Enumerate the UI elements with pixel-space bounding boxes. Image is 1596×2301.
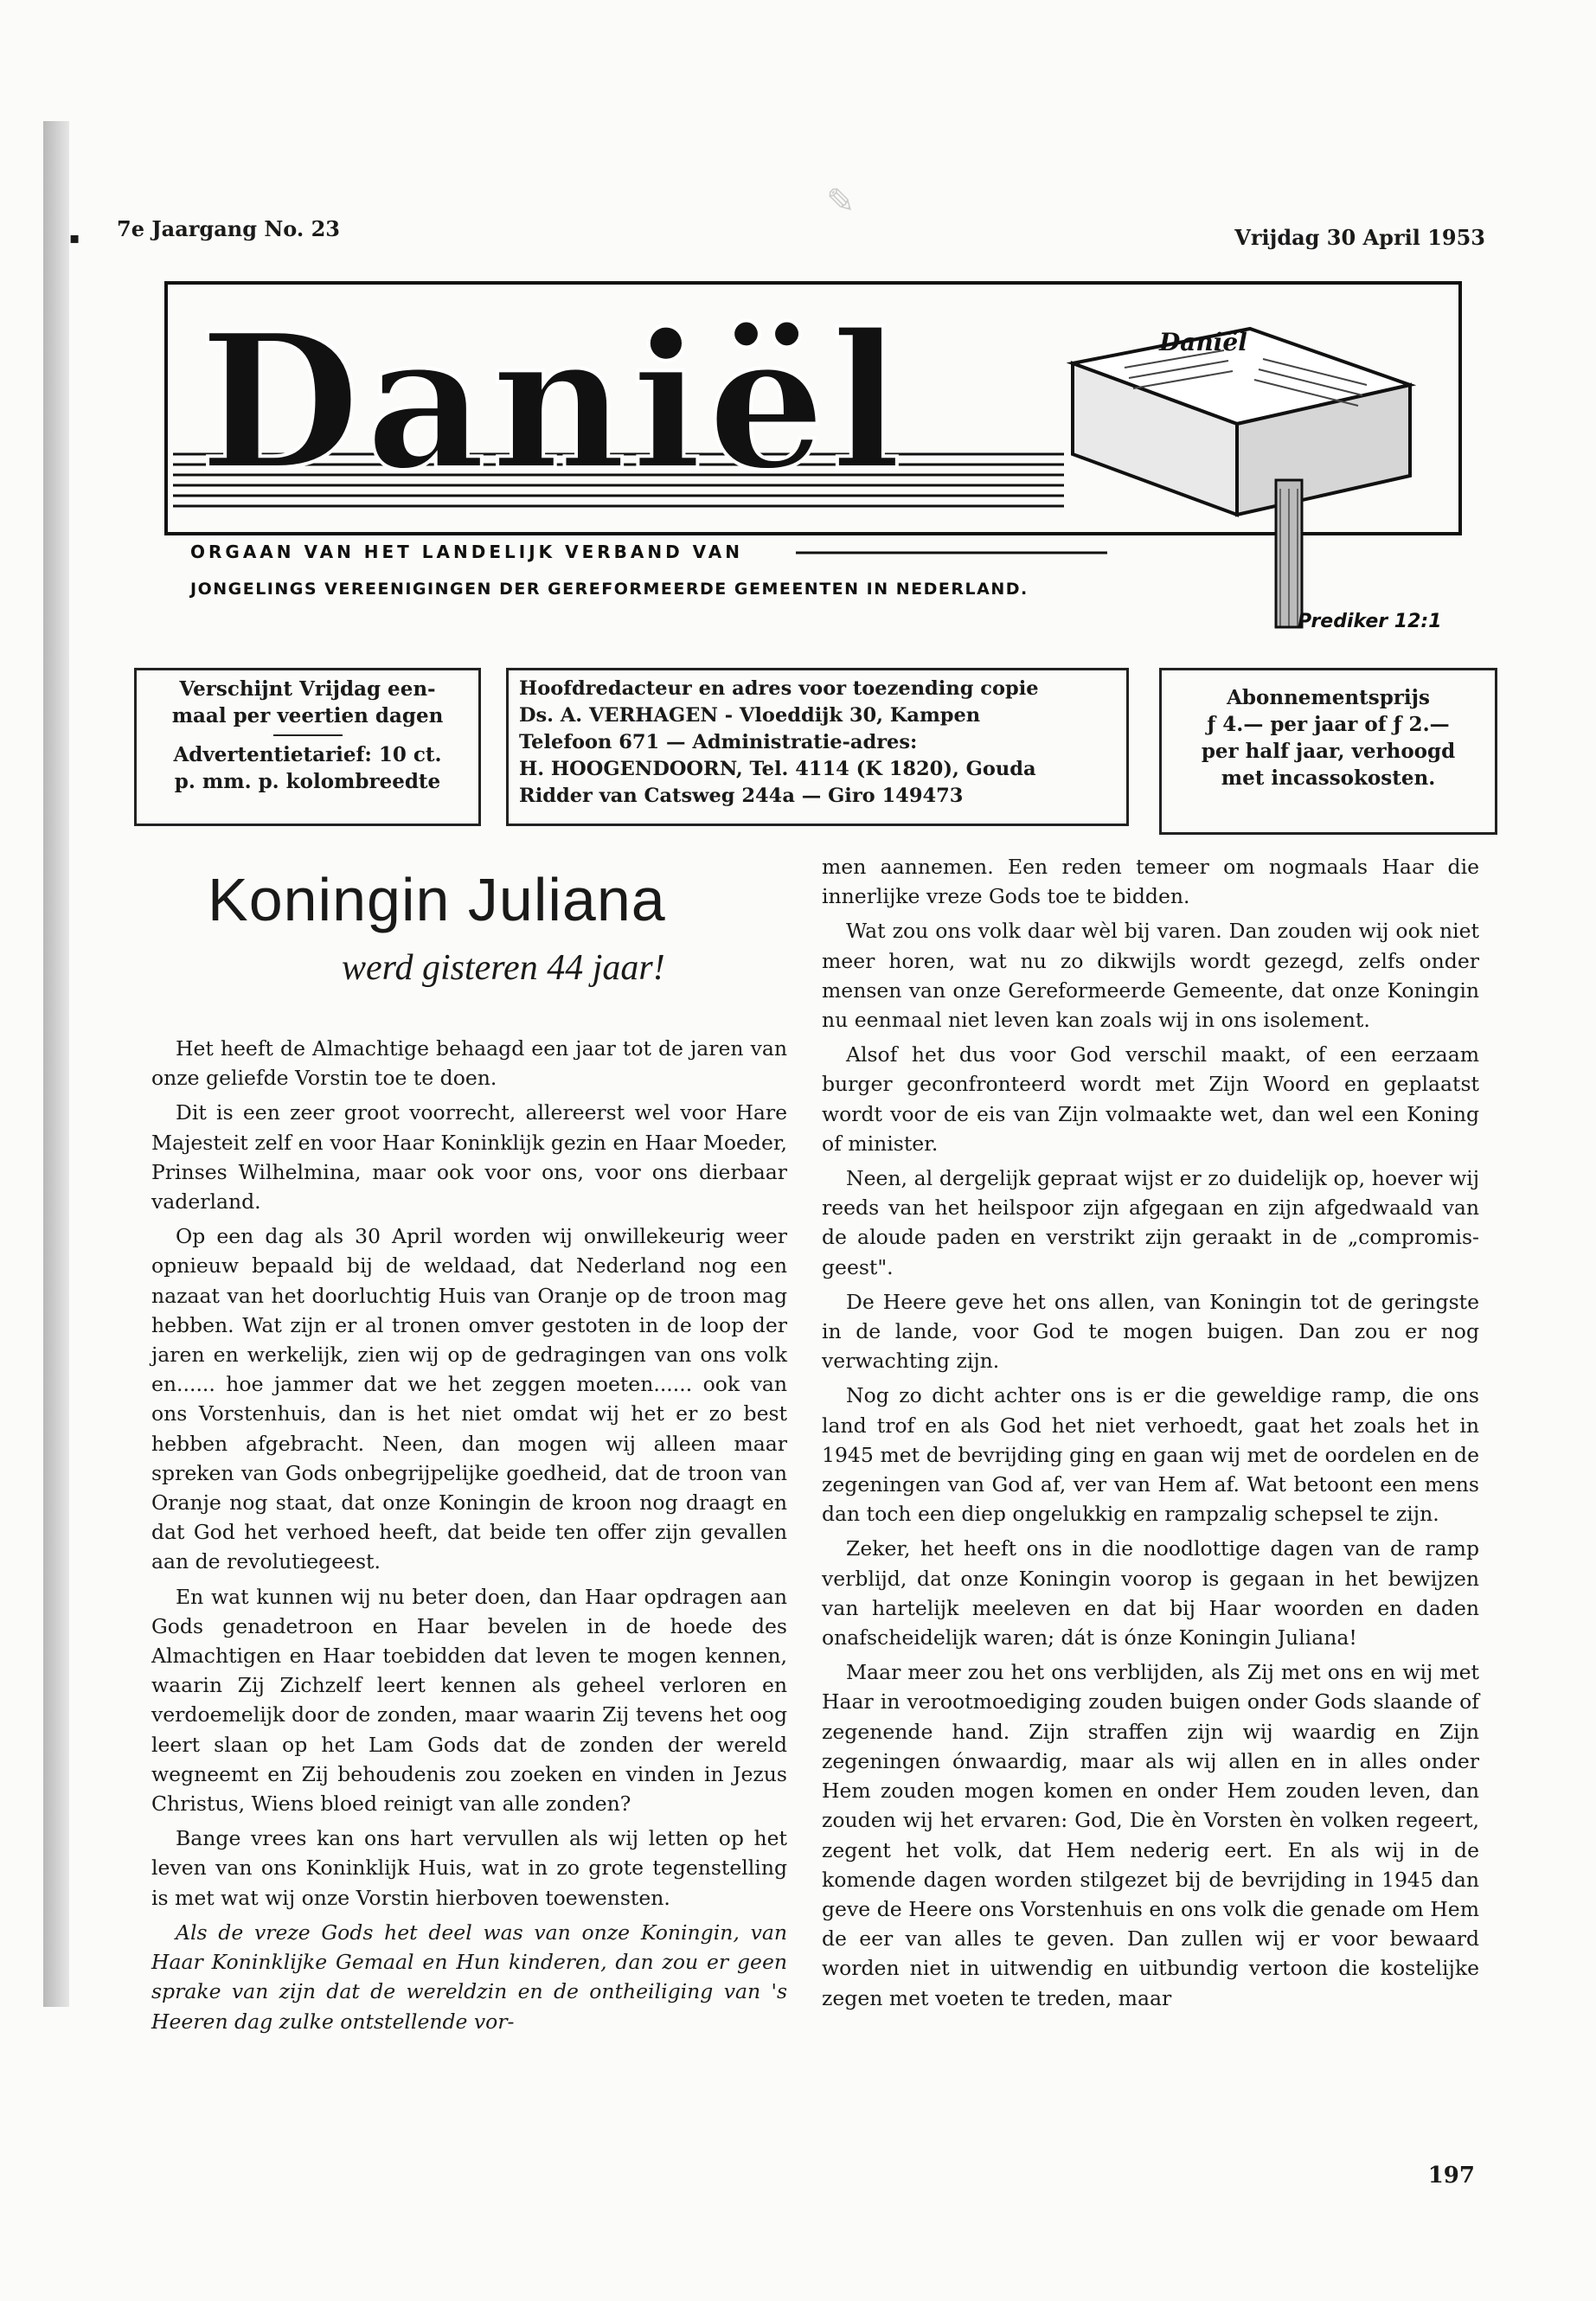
- open-bible-icon: [1073, 329, 1410, 627]
- issue-number: 7e Jaargang No. 23: [117, 216, 340, 241]
- info-box-publication: [134, 668, 481, 826]
- publication-line-2: maal per veertien dagen: [171, 704, 444, 727]
- editor-line-5: Ridder van Catsweg 244a — Giro 149473: [519, 785, 964, 807]
- page-number: 197: [1427, 2163, 1475, 2189]
- paragraph: En wat kunnen wij nu beter doen, dan Haar opdragen aan Gods genadetroon en Haar bevelen in de hoede des Almachtigen en Haar toebidden dat leven te mogen kennen, waarin Zij Zichzelf leert kennen als geheel verloren en verdoemelijk door de zonden, maar waarin Zij tevens het oog leert slaan op het Lam Gods dat de zonden der wereld wegneemt en Zij behoudenis zou zoeken en vinden in Jezus Christus, Wiens bloed reinigt van alle zonden?: [151, 1584, 787, 1817]
- subscription-line-2: per half jaar, verhoogd: [1201, 740, 1456, 763]
- publication-line-1: Verschijnt Vrijdag een-: [179, 677, 436, 701]
- editor-line-2: Ds. A. VERHAGEN - Vloeddijk 30, Kampen: [519, 704, 981, 727]
- article-column-left: [151, 1034, 787, 2041]
- paragraph: Neen, al dergelijk gepraat wijst er zo duidelijk op, hoever wij reeds van het heilspoor zijn afgegaan en zijn afgedwaald van de aloude paden en verstrikt zijn geraakt in de „compromis-geest".: [822, 1166, 1479, 1279]
- editor-line-4: H. HOOGENDOORN, Tel. 4114 (K 1820), Gouda: [519, 758, 1036, 780]
- advertising-rate-line-2: p. mm. p. kolombreedte: [174, 770, 441, 793]
- paragraph: Alsof het dus voor God verschil maakt, of een eerzaam burger geconfronteerd wordt met Zijn Woord en geplaatst wordt voor de eis van Zijn volmaakte wet, dan wel een Koning of minister.: [822, 1042, 1479, 1156]
- subscription-line-3: met incassokosten.: [1221, 766, 1436, 790]
- subscription-heading: Abonnementsprijs: [1227, 686, 1430, 709]
- margin-mark: ▪: [69, 229, 80, 247]
- paragraph: Het heeft de Almachtige behaagd een jaar tot de jaren van onze geliefde Vorstin toe te doen.: [151, 1036, 787, 1091]
- book-label: Daniël: [1159, 328, 1247, 356]
- info-box-subscription: [1159, 668, 1497, 835]
- article-title: Koningin Juliana: [208, 866, 666, 933]
- paragraph: Op een dag als 30 April worden wij onwillekeurig weer opnieuw bepaald bij de weldaad, dat Nederland nog een nazaat van het doorluchtig Huis van Oranje op de troon mag hebben. Wat zijn er al tronen omver gestoten in de loop der jaren en werkelijk, zien wij op de gedragingen van ons volk en...... hoe jammer dat we het zeggen moeten...... ook van ons Vorstenhuis, dan is het niet omdat wij het er zo best hebben afgebracht. Neen, dan mogen wij alleen maar spreken van Gods onbegrijpelijke goedheid, dat de troon van Oranje nog staat, dat onze Koningin de kroon nog draagt en dat God het verhoed heeft, dat beide ten offer zijn gevallen aan de revolutiegeest.: [151, 1224, 787, 1574]
- bible-quote: Prediker 12:1: [1298, 611, 1442, 631]
- masthead: [164, 281, 1462, 631]
- paragraph: Bange vrees kan ons hart vervullen als wij letten op het leven van ons Koninklijk Huis, wat in zo grote tegenstelling is met wat wij onze Vorstin hierboven toewensten.: [151, 1826, 787, 1910]
- paragraph: Als de vreze Gods het deel was van onze Koningin, van Haar Koninklijke Gemaal en Hun kinderen, dan zou er geen sprake van zijn dat de wereldzin en de ontheiliging van 's Heeren dag zulke ontstellende vor-: [151, 1920, 787, 2034]
- subscription-line-1: ƒ 4.— per jaar of ƒ 2.—: [1207, 713, 1450, 736]
- editor-line-3: Telefoon 671 — Administratie-adres:: [519, 731, 918, 753]
- editor-line-1: Hoofdredacteur en adres voor toezending copie: [519, 677, 1039, 700]
- paragraph: De Heere geve het ons allen, van Koningin tot de geringste in de lande, voor God te mogen buigen. Dan zou er nog verwachting zijn.: [822, 1289, 1479, 1374]
- ink-stain: ✎: [826, 182, 856, 221]
- masthead-line2: JONGELINGS VEREENIGINGEN DER GEREFORMEERDE GEMEENTEN IN NEDERLAND.: [190, 580, 1029, 599]
- issue-date: Vrijdag 30 April 1953: [1234, 225, 1485, 250]
- article-subtitle: werd gisteren 44 jaar!: [342, 948, 665, 988]
- paragraph: men aannemen. Een reden temeer om nogmaals Haar die innerlijke vreze Gods toe te bidden.: [822, 855, 1479, 909]
- article-column-right: [822, 852, 1479, 2018]
- paragraph: Zeker, het heeft ons in die noodlottige dagen van de ramp verblijd, dat onze Koningin voorop is gegaan in het bewijzen van hartelijk meeleven en dat bij Haar woorden en daden onafscheidelijk waren; dát is ónze Koningin Juliana!: [822, 1536, 1479, 1650]
- masthead-title: Daniël: [199, 292, 907, 511]
- paragraph: Dit is een zeer groot voorrecht, allereerst wel voor Hare Majesteit zelf en voor Haar Koninklijk gezin en Haar Moeder, Prinses Wilhelmina, maar ook voor ons, voor ons dierbaar vaderland.: [151, 1100, 787, 1215]
- info-box-editor: [506, 668, 1129, 826]
- masthead-line1: ORGAAN VAN HET LANDELIJK VERBAND VAN: [190, 542, 743, 562]
- paragraph: Maar meer zou het ons verblijden, als Zij met ons en wij met Haar in verootmoediging zouden buigen onder Gods slaande of zegenende hand. Zijn straffen zijn wij waardig en Zijn zegeningen ónwaardig, maar als wij allen en in alles onder Hem zouden mogen komen en onder Hem zouden leven, dan zouden wij het ervaren: God, Die èn Vorsten èn volken regeert, zegent het volk, dat Hem nederig eert. En als wij in de komende dagen worden stilgezet bij de bevrijding in 1945 dan geve de Heere ons Vorstenhuis en ons volk die genade om Hem de eer van alles te geven. Dan zullen wij er voor bewaard worden niet in uitwendig en uitbundig vertoon die kostelijke zegen met voeten te treden, maar: [822, 1660, 1479, 2010]
- scan-edge-shadow: [43, 121, 69, 2007]
- paragraph: Nog zo dicht achter ons is er die geweldige ramp, die ons land trof en als God het niet verhoedt, gaat het zoals het in 1945 met de bevrijding ging en gaan wij met de oordelen en de zegeningen van God af, ver van Hem af. Wat betoont een mens dan toch een diep ongelukkig en rampzalig schepsel te zijn.: [822, 1383, 1479, 1527]
- paragraph: Wat zou ons volk daar wèl bij varen. Dan zouden wij ook niet meer horen, wat nu zo dikwijls wordt gezegd, zelfs onder mensen van onze Gereformeerde Gemeente, dat onze Koningin nu eenmaal niet leven kan zoals wij in ons isolement.: [822, 919, 1479, 1033]
- advertising-rate-line-1: Advertentietarief: 10 ct.: [173, 743, 442, 766]
